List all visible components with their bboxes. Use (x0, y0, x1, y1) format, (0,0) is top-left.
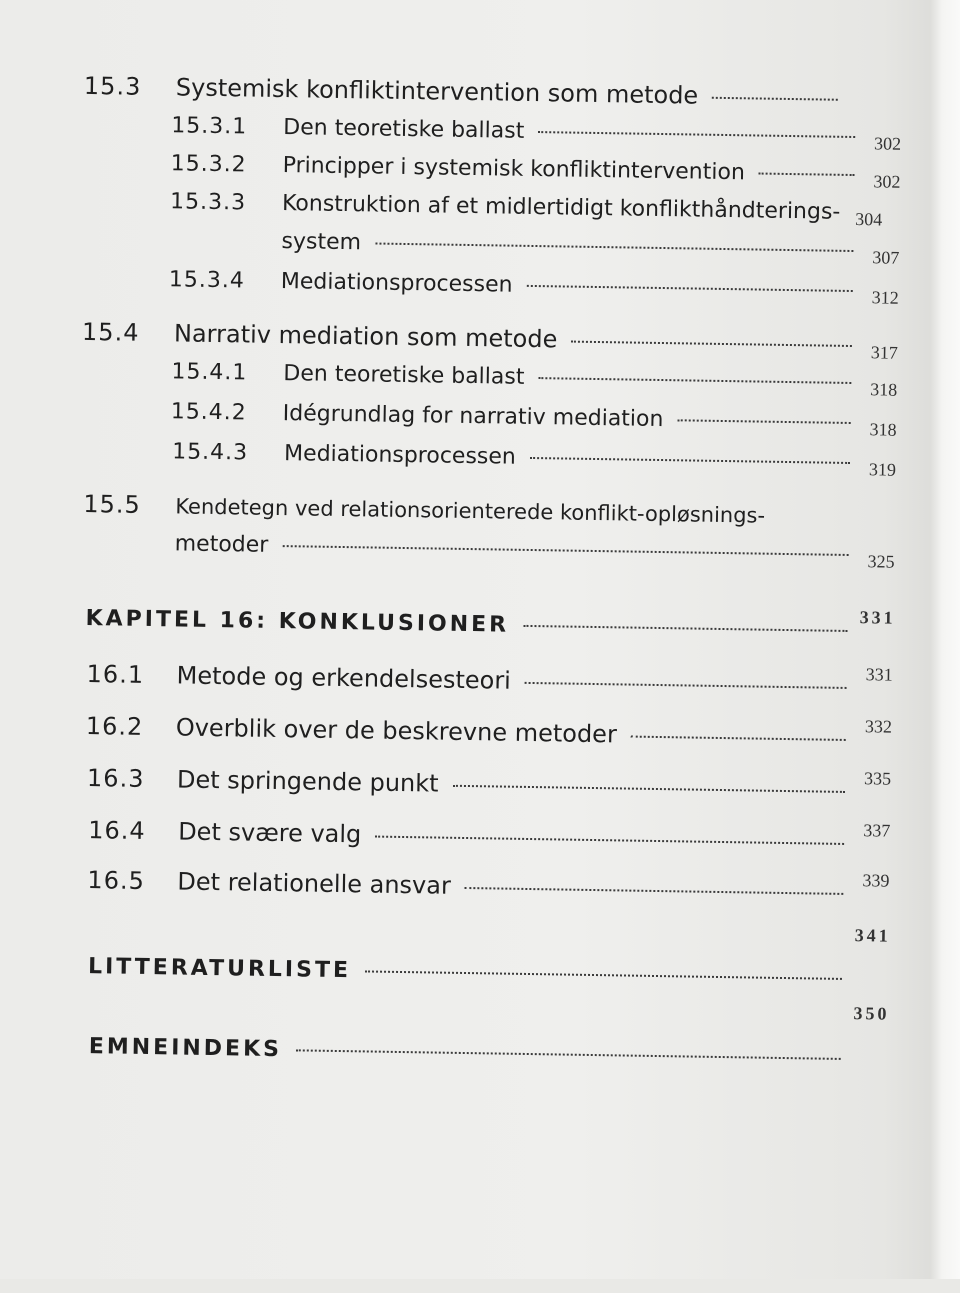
dot-leader (527, 285, 853, 292)
toc-entry-15-3-3 (169, 189, 900, 230)
section-number: 16.2 (85, 712, 144, 741)
page-number: 302 (873, 133, 902, 154)
section-number: 15.5 (83, 489, 141, 519)
dot-leader (631, 736, 846, 741)
dot-leader (759, 173, 855, 177)
page-number: 302 (873, 171, 901, 192)
section-number: 16.1 (86, 660, 145, 689)
page-number: 337 (863, 820, 891, 841)
page-number: 350 (853, 1003, 890, 1024)
toc-entry-15-4 (81, 317, 898, 363)
section-number: 15.4.2 (170, 399, 247, 426)
section-title: Det relationelle ansvar (177, 867, 452, 900)
page-number: 307 (872, 247, 900, 268)
dot-leader (523, 625, 847, 632)
page-number: 318 (870, 379, 898, 400)
toc-entry-16-2 (86, 712, 892, 753)
subject-index-title: EMNEINDEKS (88, 1034, 283, 1063)
section-title: Idégrundlag for narrativ mediation (282, 401, 664, 433)
dot-leader (538, 131, 855, 138)
dot-leader (375, 242, 853, 252)
section-number: 15.4.1 (171, 359, 248, 386)
section-title: Overblik over de beskrevne metoder (175, 713, 618, 749)
page-number: 331 (865, 664, 893, 685)
page-number: 304 (855, 209, 883, 230)
toc-entry-16-4 (88, 816, 890, 857)
toc-entry-15-3 (84, 72, 884, 113)
section-title: Mediationsprocessen (283, 441, 517, 470)
dot-leader (296, 1049, 841, 1060)
section-title: Narrativ mediation som metode (173, 319, 558, 354)
section-title: Kendetegn ved relationsorienterede konflikt-opløsnings- (175, 494, 766, 528)
toc-entry-15-3-3-cont (281, 229, 900, 268)
dot-leader (538, 377, 851, 384)
toc-entry-15-3-2 (170, 151, 901, 192)
dot-leader (712, 97, 838, 101)
section-number: 16.5 (87, 866, 146, 895)
chapter-title: KAPITEL 16: KONKLUSIONER (85, 605, 510, 638)
section-title: Principper i systemisk konfliktintervention (282, 153, 746, 186)
toc-entry-15-5-cont (174, 531, 895, 572)
section-number: 15.3.4 (168, 267, 246, 294)
toc-entry-15-4-2 (170, 399, 897, 440)
dot-leader (375, 836, 844, 845)
dot-leader (571, 341, 852, 347)
dot-leader (530, 457, 850, 464)
section-number: 16.4 (87, 816, 146, 845)
section-title: Systemisk konfliktintervention som metode (175, 73, 699, 110)
section-number: 15.4.3 (171, 439, 249, 466)
dot-leader (465, 887, 844, 895)
page-number: 335 (863, 768, 892, 789)
section-title: Mediationsprocessen (280, 269, 513, 298)
toc-entry-16-3 (87, 764, 891, 805)
section-title: Det springende punkt (176, 765, 439, 798)
bibliography-title: LITTERATURLISTE (87, 954, 352, 984)
page-number: 341 (854, 925, 891, 946)
page-number (850, 112, 884, 113)
section-title: Det svære valg (177, 817, 362, 849)
toc-entry-16-1 (86, 660, 892, 701)
page-number: 331 (859, 607, 896, 628)
section-title: Den teoretiske ballast (283, 115, 525, 144)
section-number: 16.3 (86, 764, 145, 793)
section-title-cont: system (281, 229, 362, 256)
toc-entry-15-5 (83, 490, 895, 531)
section-title-cont: metoder (174, 531, 269, 558)
section-number: 15.3.1 (171, 113, 248, 140)
toc-chapter-16 (85, 605, 896, 644)
page-number: 332 (864, 716, 893, 737)
page-number: 319 (868, 459, 897, 480)
section-number: 15.4 (81, 317, 140, 347)
toc-entry-15-4-3 (171, 439, 897, 480)
toc-entry-15-4-1 (171, 359, 898, 400)
toc-entry-15-3-4 (168, 267, 899, 308)
page-number: 325 (867, 551, 895, 572)
page-number: 317 (870, 342, 898, 363)
toc-bibliography (87, 925, 891, 992)
dot-leader (525, 682, 847, 689)
dot-leader (677, 419, 850, 424)
section-number: 15.3 (83, 71, 142, 101)
page-number: 312 (871, 287, 899, 308)
toc-entry-16-5 (87, 866, 889, 907)
toc-entry-15-3-1 (171, 113, 902, 154)
toc-subject-index (88, 1003, 890, 1072)
dot-leader (365, 970, 842, 979)
page-number: 318 (869, 419, 897, 440)
section-title: Konstruktion af et midlertidigt konflikthåndterings- (281, 191, 841, 225)
section-number: 15.3.2 (170, 151, 247, 178)
dot-leader (282, 545, 848, 556)
section-title: Metode og erkendelsesteori (176, 661, 512, 695)
page-number: 339 (862, 870, 890, 891)
dot-leader (453, 785, 845, 793)
section-title: Den teoretiske ballast (283, 361, 525, 390)
section-number: 15.3.3 (169, 189, 247, 216)
